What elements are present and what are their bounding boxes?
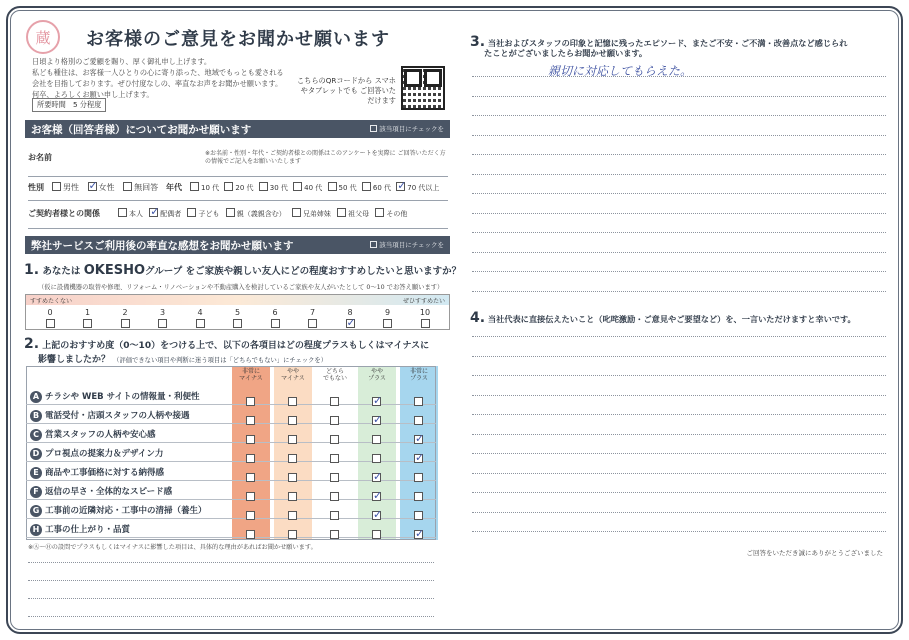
grid-cell[interactable]: [414, 466, 424, 476]
checkbox[interactable]: [259, 182, 268, 191]
intro-text: [32, 56, 322, 100]
company-stamp: 蔵: [26, 20, 60, 54]
gender-label: 性別: [28, 183, 44, 192]
relation-option[interactable]: [292, 210, 331, 218]
grid-cell[interactable]: [330, 466, 340, 476]
grid-cell[interactable]: [246, 390, 256, 400]
grid-cell[interactable]: [372, 504, 382, 514]
answer-line[interactable]: [472, 154, 886, 155]
grid-cell[interactable]: [330, 504, 340, 514]
grid-cell[interactable]: [246, 523, 256, 533]
scale-option-8[interactable]: [340, 308, 360, 328]
scale-number: 2: [122, 308, 128, 317]
scale-number: 1: [84, 308, 91, 317]
intro-line: 何卒、よろしくお願い申し上げます。: [32, 90, 154, 99]
scale-number: 10: [419, 308, 431, 317]
qr-code[interactable]: [401, 66, 445, 110]
checkbox[interactable]: [226, 208, 235, 217]
question-text: 当社代表に直接伝えたいこと（叱咤激励・ご意見やご要望など）を、一言いただけますと幸いです。: [487, 314, 856, 324]
check-hint: [370, 240, 444, 249]
row-label-text: 工事前の近隣対応・工事中の清掃（養生）: [45, 506, 207, 516]
answer-line[interactable]: [28, 580, 434, 581]
option-label: その他: [386, 210, 408, 218]
checkbox[interactable]: [288, 530, 297, 539]
row-label-text: プロ視点の提案力＆デザイン力: [45, 449, 164, 459]
row-badge-icon: E: [30, 467, 42, 479]
question-text: あなたは: [42, 266, 81, 277]
grid-row-e: [26, 462, 436, 481]
relation-option[interactable]: [337, 210, 369, 218]
question-4: [470, 310, 856, 326]
section-title: お客様（回答者様）についてお聞かせ願います: [31, 124, 252, 136]
relation-option[interactable]: [375, 210, 407, 218]
scale-option-1[interactable]: [78, 308, 98, 328]
answer-line[interactable]: [472, 213, 886, 214]
grid-cell[interactable]: [246, 409, 256, 419]
row-badge-icon: F: [30, 486, 42, 498]
answer-line[interactable]: [472, 193, 886, 194]
grid-cell[interactable]: [246, 485, 256, 495]
name-note: ※お名前・性別・年代・ご契約者様との関係はこのアンケートを実際に ご回答いただく方の情報でご記入をお願いいたします: [205, 150, 446, 165]
answer-line[interactable]: [472, 135, 886, 136]
scale-option-7[interactable]: [303, 308, 323, 328]
checkbox[interactable]: [271, 319, 280, 328]
grid-cell[interactable]: [372, 485, 382, 495]
option-label: 女性: [98, 183, 115, 192]
grid-cell[interactable]: [288, 409, 298, 419]
row-label-text: チラシや WEB サイトの情報量・利便性: [45, 392, 200, 402]
relation-option[interactable]: [187, 210, 219, 218]
grid-cell[interactable]: [414, 504, 424, 514]
checkbox-checked[interactable]: [396, 182, 405, 191]
age-option[interactable]: [396, 184, 439, 192]
option-label: 子ども: [198, 210, 220, 218]
scale-gradient: [26, 295, 449, 305]
grid-cell[interactable]: [330, 447, 340, 457]
grid-cell[interactable]: [246, 428, 256, 438]
answer-line[interactable]: [28, 616, 434, 617]
answer-line[interactable]: [472, 356, 886, 357]
row-label-text: 工事の仕上がり・品質: [45, 525, 131, 535]
grid-footnote: ※Ⓐ～Ⓗの設問でプラスもしくはマイナスに影響した項目は、具体的な理由があればお聞かせ願います。: [28, 544, 317, 551]
option-label: 祖父母: [348, 210, 370, 218]
row-badge-icon: H: [30, 524, 42, 536]
relation-label: ご契約者様との関係: [28, 209, 100, 218]
row-label-text: 電話受付・店頭スタッフの人柄や接遇: [45, 411, 190, 421]
check-hint: [370, 124, 444, 133]
option-label: 親（義親含む）: [236, 210, 286, 218]
grid-cell[interactable]: [246, 504, 256, 514]
survey-title: お客様のご意見をお聞かせ願います: [86, 29, 390, 50]
checkbox[interactable]: [421, 319, 430, 328]
name-field-line[interactable]: [28, 176, 448, 177]
checkbox-checked[interactable]: [149, 208, 158, 217]
scale-option-9[interactable]: [378, 308, 398, 328]
intro-line: 私ども種住は、お客様一人ひとりの心に寄り添った、地域でもっとも愛される: [32, 68, 284, 77]
right-column: [466, 14, 891, 626]
answer-line[interactable]: [28, 562, 434, 563]
answer-line[interactable]: [472, 271, 886, 272]
impact-grid: [26, 366, 436, 540]
grid-cell[interactable]: [330, 523, 340, 533]
scale-option-5[interactable]: [228, 308, 248, 328]
grid-row-label: [30, 485, 172, 498]
checkbox[interactable]: [293, 182, 302, 191]
answer-line[interactable]: [472, 174, 886, 175]
grid-cell[interactable]: [330, 390, 340, 400]
grid-column-header: やや プラス: [368, 368, 386, 382]
checkbox[interactable]: [118, 208, 127, 217]
gender-option-female[interactable]: [88, 183, 115, 192]
grid-row-label: [30, 447, 163, 460]
time-required-box: 所要時間 5 分程度: [32, 98, 106, 112]
answer-line[interactable]: [472, 434, 886, 435]
divider: [28, 228, 448, 229]
grid-cell[interactable]: [414, 409, 424, 419]
option-label: 無回答: [134, 183, 159, 192]
checkbox[interactable]: [52, 182, 61, 191]
grid-cell[interactable]: [372, 523, 382, 533]
answer-line[interactable]: [472, 453, 886, 454]
scale-number: 3: [159, 308, 166, 317]
question-text: グループ をご家族や親しい友人にどの程度おすすめしたいと思いますか？: [145, 266, 462, 277]
grid-column-header: 非常に プラス: [409, 368, 428, 382]
grid-row-f: [26, 481, 436, 500]
question-text: 当社およびスタッフの印象と記憶に残ったエピソード、またご不安・ご不満・改善点など感じられ: [487, 38, 848, 48]
row-label-text: 返信の早さ・全体的なスピード感: [45, 487, 173, 497]
scale-number: 7: [309, 308, 316, 317]
scale-option-2[interactable]: [115, 308, 135, 328]
grid-cell[interactable]: [414, 485, 424, 495]
name-label: お名前: [28, 153, 52, 162]
question-number: 1.: [24, 262, 40, 278]
row-badge-icon: C: [30, 429, 42, 441]
divider: [28, 200, 448, 201]
row-badge-icon: A: [30, 391, 42, 403]
grid-row-label: [30, 428, 156, 441]
grid-cell[interactable]: [372, 390, 382, 400]
answer-line[interactable]: [472, 336, 886, 337]
qr-caption: こちらのQRコードから スマホやタブレットでも ご回答いただけます: [296, 76, 396, 105]
scale-option-6[interactable]: [265, 308, 285, 328]
question-number: 2.: [24, 336, 40, 352]
intro-line: 日頃より格別のご愛顧を賜り、厚く御礼申し上げます。: [32, 57, 212, 66]
answer-line[interactable]: [472, 375, 886, 376]
recommend-scale: [25, 294, 450, 330]
grid-cell[interactable]: [246, 447, 256, 457]
checkbox[interactable]: [308, 319, 317, 328]
checkbox[interactable]: [292, 208, 301, 217]
row-badge-icon: B: [30, 410, 42, 422]
answer-line[interactable]: [472, 414, 886, 415]
checkbox[interactable]: [383, 319, 392, 328]
grid-cell[interactable]: [288, 485, 298, 495]
answer-line[interactable]: [472, 115, 886, 116]
grid-row-b: [26, 405, 436, 424]
grid-cell[interactable]: [414, 428, 424, 438]
age-option[interactable]: [190, 184, 219, 192]
gender-options: [52, 182, 164, 193]
age-option[interactable]: [224, 184, 253, 192]
brand-name: OKESHO: [83, 263, 146, 278]
age-option[interactable]: [259, 184, 288, 192]
checkbox-icon: [370, 125, 377, 132]
grid-cell[interactable]: [414, 390, 424, 400]
relation-options: [118, 208, 407, 219]
scale-number: 6: [272, 308, 278, 317]
option-label: 男性: [63, 183, 79, 192]
checkbox[interactable]: [372, 530, 381, 539]
checkbox[interactable]: [46, 319, 55, 328]
relation-option[interactable]: [118, 210, 143, 218]
option-label: 本人: [129, 210, 143, 218]
checkbox[interactable]: [196, 319, 205, 328]
grid-cell[interactable]: [372, 447, 382, 457]
scale-option-0[interactable]: [40, 308, 60, 328]
row-badge-icon: D: [30, 448, 42, 460]
grid-cell[interactable]: [372, 409, 382, 419]
age-option[interactable]: [362, 184, 391, 192]
section-title: 弊社サービスご利用後の率直な感想をお聞かせ願います: [31, 240, 294, 252]
answer-line[interactable]: [472, 492, 886, 493]
gender-option-none[interactable]: [123, 183, 158, 192]
relation-option[interactable]: [149, 210, 181, 218]
check-hint-label: 該当項目にチェックを: [379, 125, 444, 133]
grid-cell[interactable]: [330, 428, 340, 438]
grid-cell[interactable]: [330, 409, 340, 419]
scale-number: 9: [384, 308, 391, 317]
option-label: 70 代以上: [407, 184, 440, 192]
section-respondent-header: [25, 120, 450, 138]
checkbox-checked[interactable]: [88, 182, 97, 191]
checkbox[interactable]: [190, 182, 199, 191]
grid-row-label: [30, 409, 190, 422]
answer-line[interactable]: [472, 96, 886, 97]
checkbox[interactable]: [330, 530, 339, 539]
grid-row-d: [26, 443, 436, 462]
grid-cell[interactable]: [288, 523, 298, 533]
row-badge-icon: G: [30, 505, 42, 517]
scale-option-3[interactable]: [153, 308, 173, 328]
gender-option-male[interactable]: [52, 183, 79, 192]
grid-row-h: [26, 519, 436, 538]
scale-low-label: すすめたくない: [30, 298, 73, 305]
relation-option[interactable]: [226, 210, 286, 218]
grid-cell[interactable]: [372, 428, 382, 438]
checkbox[interactable]: [83, 319, 92, 328]
checkbox[interactable]: [158, 319, 167, 328]
grid-row-c: [26, 424, 436, 443]
grid-row-label: [30, 466, 164, 479]
scale-option-4[interactable]: [190, 308, 210, 328]
answer-line[interactable]: [472, 252, 886, 253]
check-hint-label: 該当項目にチェックを: [379, 241, 444, 249]
checkbox[interactable]: [187, 208, 196, 217]
checkbox[interactable]: [375, 208, 384, 217]
option-label: 50 代: [338, 184, 357, 192]
grid-column-header: どちら でもない: [322, 368, 347, 382]
grid-column-header: 非常に マイナス: [239, 368, 263, 382]
grid-cell[interactable]: [288, 447, 298, 457]
grid-cell[interactable]: [288, 504, 298, 514]
grid-row-a: [26, 386, 436, 405]
question-3-answer[interactable]: 親切に対応してもらえた。: [548, 64, 693, 78]
checkbox-icon: [370, 241, 377, 248]
answer-line[interactable]: [472, 473, 886, 474]
question-1-note: （仮に設備機器の取替や修理、リフォーム・リノベーションや不動産購入を検討しているご家族や友人がいたとして 0～10 でお答え願います）: [38, 284, 444, 291]
question-2-line2: [38, 352, 327, 365]
grid-cell[interactable]: [414, 523, 424, 533]
question-text: 上記のおすすめ度（0～10）をつける上で、以下の各項目はどの程度プラスもしくはマイナスに: [42, 341, 430, 351]
scale-option-10[interactable]: [415, 308, 435, 328]
age-option[interactable]: [328, 184, 357, 192]
scale-number: 8: [347, 308, 353, 317]
grid-cell[interactable]: [330, 485, 340, 495]
row-label-text: 営業スタッフの人柄や安心感: [45, 430, 156, 440]
option-label: 兄弟姉妹: [302, 210, 331, 218]
checkbox[interactable]: [121, 319, 130, 328]
grid-cell[interactable]: [288, 390, 298, 400]
checkbox-checked[interactable]: [346, 319, 355, 328]
checkbox[interactable]: [362, 182, 371, 191]
grid-cell[interactable]: [246, 466, 256, 476]
checkbox[interactable]: [123, 182, 132, 191]
grid-row-label: [30, 390, 200, 403]
checkbox[interactable]: [328, 182, 337, 191]
question-text: 影響しましたか？: [38, 355, 111, 365]
checkbox-checked[interactable]: [414, 530, 423, 539]
scale-number: 4: [197, 308, 203, 317]
answer-line[interactable]: [472, 512, 886, 513]
question-number: 4.: [470, 310, 486, 326]
grid-row-label: [30, 504, 207, 517]
answer-line[interactable]: [472, 395, 886, 396]
age-options: [190, 182, 439, 193]
question-2-note: （評価できない項目や判断に迷う項目は「どちらでもない」にチェックを）: [113, 357, 327, 364]
answer-line[interactable]: [28, 598, 434, 599]
option-label: 配偶者: [160, 210, 182, 218]
option-label: 60 代: [372, 184, 392, 192]
scale-number: 5: [234, 308, 241, 317]
grid-row-label: [30, 523, 130, 536]
checkbox[interactable]: [233, 319, 242, 328]
grid-column-header: やや マイナス: [281, 368, 305, 382]
question-3-line2: たことがございましたらお聞かせ願います。: [484, 48, 648, 58]
grid-cell[interactable]: [288, 428, 298, 438]
row-label-text: 商品や工事価格に対する納得感: [45, 468, 165, 478]
checkbox[interactable]: [337, 208, 346, 217]
grid-cell[interactable]: [414, 447, 424, 457]
answer-line[interactable]: [472, 531, 886, 532]
answer-line[interactable]: [472, 76, 886, 77]
checkbox[interactable]: [246, 530, 255, 539]
grid-row-g: [26, 500, 436, 519]
checkbox[interactable]: [224, 182, 233, 191]
option-label: 30 代: [269, 184, 288, 192]
question-2: [24, 336, 429, 352]
intro-line: 会社を目指しております。ぜひ忖度なしの、率直なお声をお聞かせ願います。: [32, 79, 283, 88]
age-option[interactable]: [293, 184, 322, 192]
answer-line[interactable]: [472, 232, 886, 233]
grid-cell[interactable]: [372, 466, 382, 476]
question-number: 3.: [470, 34, 486, 50]
section-feedback-header: [25, 236, 450, 254]
age-label: 年代: [166, 183, 182, 192]
scale-high-label: ぜひすすめたい: [402, 298, 445, 305]
option-label: 40 代: [304, 184, 323, 192]
scale-number: 0: [47, 308, 53, 317]
option-label: 10 代: [201, 184, 220, 192]
option-label: 20 代: [235, 184, 254, 192]
grid-cell[interactable]: [288, 466, 298, 476]
question-1: [24, 262, 461, 278]
answer-line[interactable]: [472, 291, 886, 292]
thanks-text: ご回答をいただき誠にありがとうございました: [746, 549, 883, 557]
